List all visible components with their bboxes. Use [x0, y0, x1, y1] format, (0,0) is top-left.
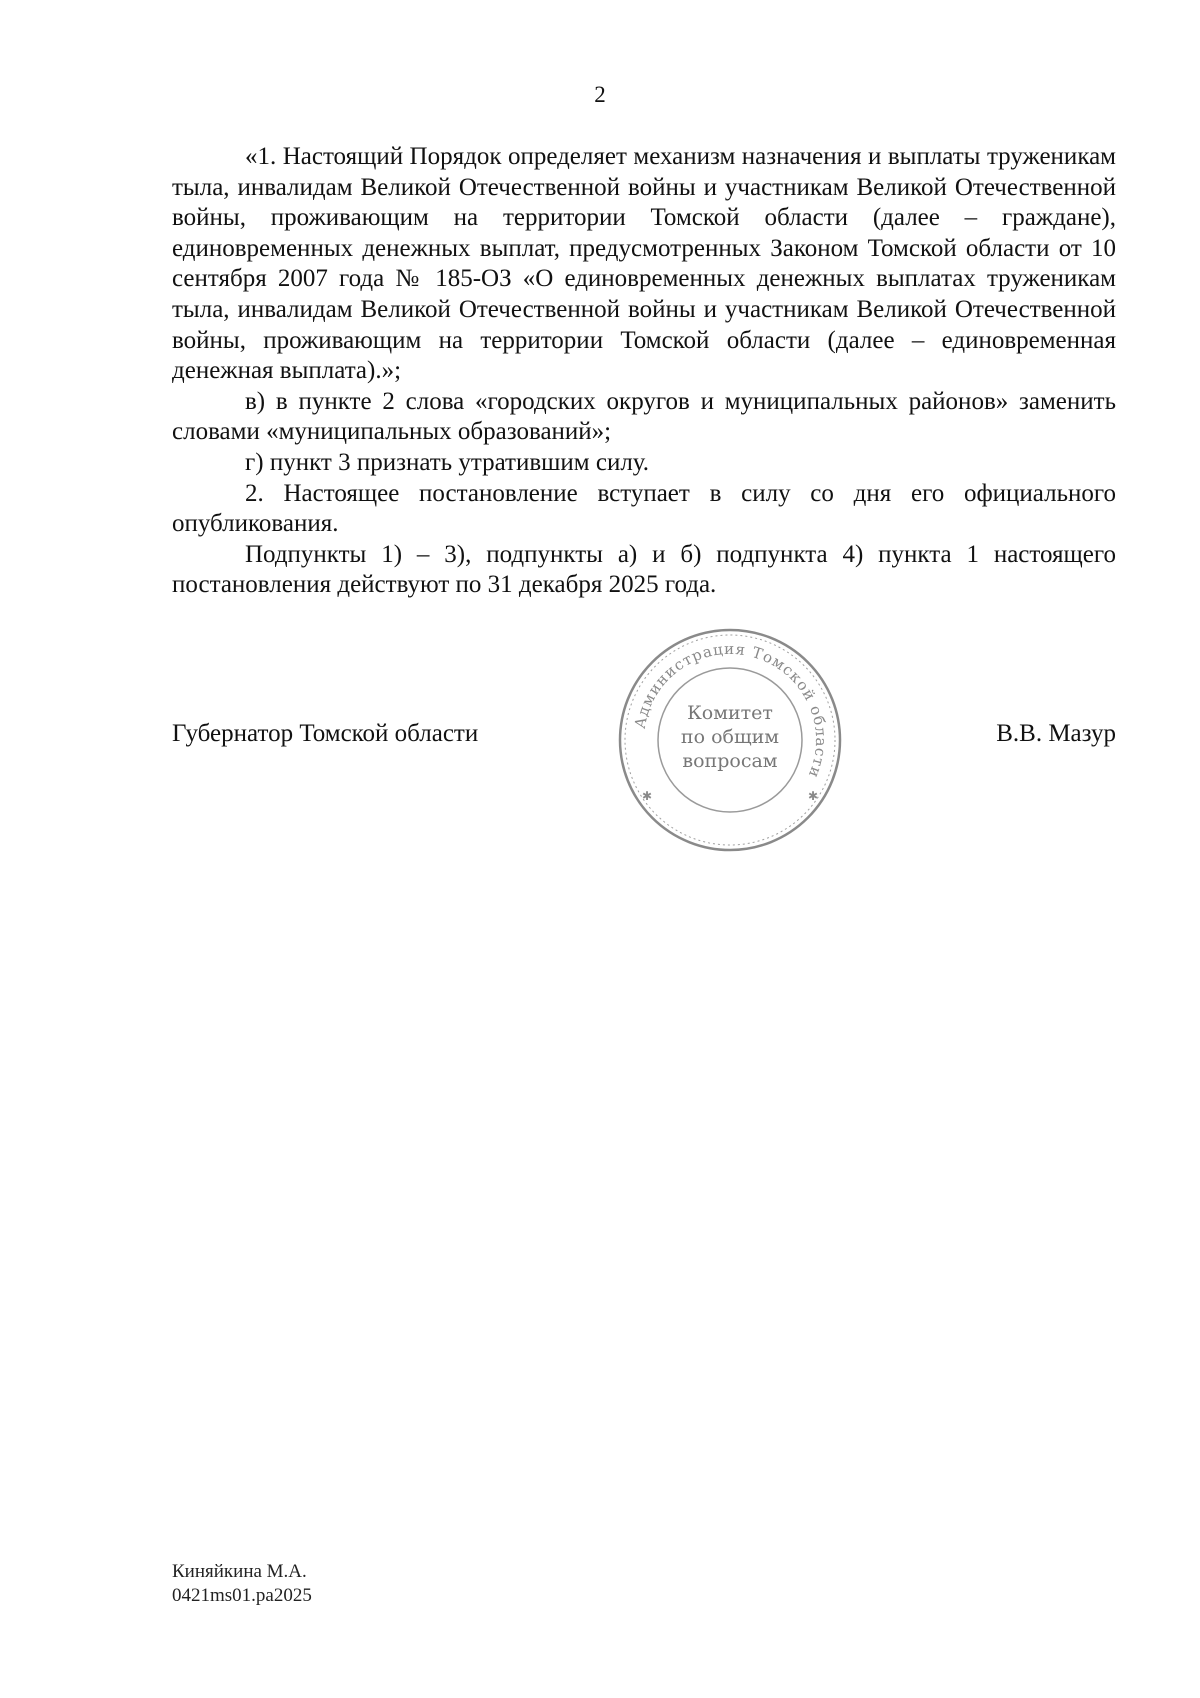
signatory-name: В.В. Мазур	[996, 720, 1116, 747]
paragraph-5: Подпункты 1) – 3), подпункты а) и б) подпункта 4) пункта 1 настоящего постановления действуют по 31 декабря 2025 года.	[172, 540, 1116, 599]
paragraph-1: «1. Настоящий Порядок определяет механизм назначения и выплаты труженикам тыла, инвалидам Великой Отечественной войны и участникам Великой Отечественной войны, проживающим на территории Томской области (далее – граждане), единовременных денежных выплат, предусмотренных Законом Томской области от 10 сентября 2007 года № 185-ОЗ «О единовременных денежных выплатах труженикам тыла, инвалидам Великой Отечественной войны и участникам Великой Отечественной войны, проживающим на территории Томской области (далее – единовременная денежная выплата).»;	[172, 143, 1116, 385]
svg-text:✱: ✱	[808, 789, 819, 803]
document-body	[172, 142, 1116, 601]
document-code: 0421ms01.pa2025	[172, 1585, 312, 1606]
paragraph-3: г) пункт 3 признать утратившим силу.	[245, 448, 650, 476]
stamp-ring-text: Администрация Томской области	[630, 639, 831, 782]
signatory-title: Губернатор Томской области	[172, 720, 479, 747]
footer-meta	[172, 1560, 312, 1608]
stamp-line-1: Комитет	[687, 702, 773, 724]
paragraph-4: 2. Настоящее постановление вступает в силу со дня его официального опубликования.	[172, 479, 1116, 538]
stamp-line-3: вопросам	[682, 750, 778, 772]
paragraph-2: в) в пункте 2 слова «городских округов и муниципальных районов» заменить словами «муниципальных образований»;	[172, 387, 1116, 446]
stamp-line-2: по общим	[680, 726, 780, 748]
official-stamp	[612, 622, 848, 858]
svg-text:✱: ✱	[642, 789, 653, 803]
page-number: 2	[594, 82, 606, 107]
executor-name: Киняйкина М.А.	[172, 1561, 307, 1582]
